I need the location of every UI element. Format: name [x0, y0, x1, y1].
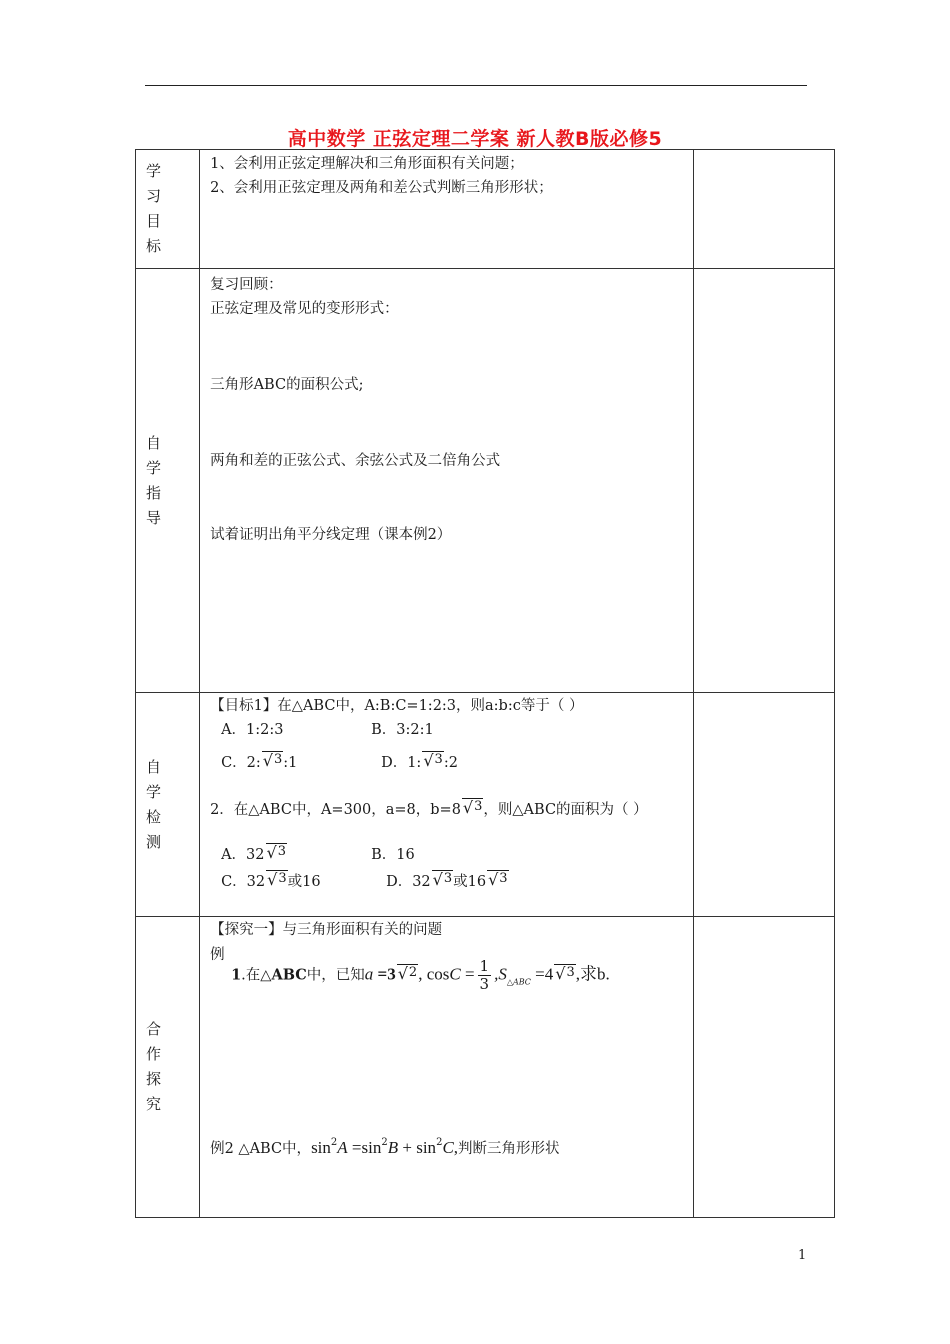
- q1-option-d: D．1:√ 3:2: [381, 755, 458, 771]
- sqrt-3: √ 3: [487, 870, 508, 886]
- proof-prompt: 试着证明出角平分线定理（课本例2）: [210, 527, 452, 543]
- label-self-check: 自 学 检 测: [136, 693, 200, 917]
- example-1: 例: [210, 947, 225, 963]
- q2-options-ab: [210, 840, 685, 867]
- explore-content: [200, 917, 694, 1218]
- q2-option-a: A．32√ 3: [221, 840, 371, 867]
- area-prompt: 三角形ABC的面积公式;: [210, 377, 364, 393]
- sqrt-2: √ 2: [397, 964, 418, 980]
- q1-option-c: C．2:√ 3:1: [221, 748, 381, 775]
- question-2: 2．在△ABC中，A=300，a=8，b=8√ 3，则△ABC的面积为（ ）: [210, 795, 685, 822]
- label-self-study: 自 学 指 导: [136, 269, 200, 693]
- row-self-check: [136, 693, 835, 917]
- sine-law-prompt: 正弦定理及常见的变形形式：: [210, 301, 399, 317]
- formulas-prompt: 两角和差的正弦公式、余弦公式及二倍角公式: [210, 453, 501, 469]
- page-number: 1: [798, 1248, 807, 1263]
- sqrt-3: √ 3: [266, 870, 287, 886]
- notes-explore: [693, 917, 834, 1218]
- q1-option-a: A．1:2:3: [221, 722, 284, 738]
- goals-content: [200, 150, 694, 269]
- header-rule: [145, 85, 807, 86]
- q1-options-ab: [210, 718, 685, 742]
- row-self-study: [136, 269, 835, 693]
- sqrt-3: √ 3: [422, 751, 443, 767]
- notes-self-study: [693, 269, 834, 693]
- review-heading: 复习回顾：: [210, 277, 283, 293]
- question-1: 【目标1】在△ABC中，A:B:C=1:2:3，则a:b:c等于（ ）: [210, 698, 584, 714]
- goal-1: 1、会利用正弦定理解决和三角形面积有关问题；: [210, 156, 524, 172]
- sqrt-3: √ 3: [262, 751, 283, 767]
- goal-2: 2、会利用正弦定理及两角和差公式判断三角形形状；: [210, 180, 553, 196]
- fraction-one-third: $\frac{1}{3}$: [479, 957, 490, 993]
- example-2: 例2 △ABC中，$\sin^2A =\sin^2B + \sin^2C$,判断三角形形状: [210, 1136, 560, 1157]
- sqrt-3: √ 3: [432, 870, 453, 886]
- q2-option-d: D．32√ 3或16√ 3: [386, 874, 509, 890]
- self-check-content: [200, 693, 694, 917]
- explore-heading: 【探究一】与三角形面积有关的问题: [210, 922, 443, 938]
- sqrt-3: √ 3: [554, 964, 575, 980]
- q2-option-b: B．16: [371, 847, 415, 863]
- row-goals: [136, 150, 835, 269]
- q1-option-b: B．3:2:1: [371, 722, 434, 738]
- notes-self-check: [693, 693, 834, 917]
- sqrt-3: √ 3: [462, 798, 483, 814]
- sqrt-3: √ 3: [266, 843, 287, 859]
- self-study-content: [200, 269, 694, 693]
- page-title: 高中数学 正弦定理二学案 新人教B版必修5: [287, 128, 663, 150]
- notes-goals: [693, 150, 834, 269]
- label-explore: 合 作 探 究: [136, 917, 200, 1218]
- row-explore: [136, 917, 835, 1218]
- q2-option-c: C．32√ 3或16: [221, 867, 386, 894]
- q1-options-cd: [210, 748, 685, 775]
- q2-options-cd: [210, 867, 685, 894]
- example-1-statement: 1.在△ABC中，已知a =3√ 2, cosC = $\frac{1}{3}$ $,S_{\triangle ABC} =4√$ 3,求b.: [210, 958, 685, 995]
- label-goals: 学 习 目 标: [136, 150, 200, 269]
- worksheet-table: [135, 149, 835, 1218]
